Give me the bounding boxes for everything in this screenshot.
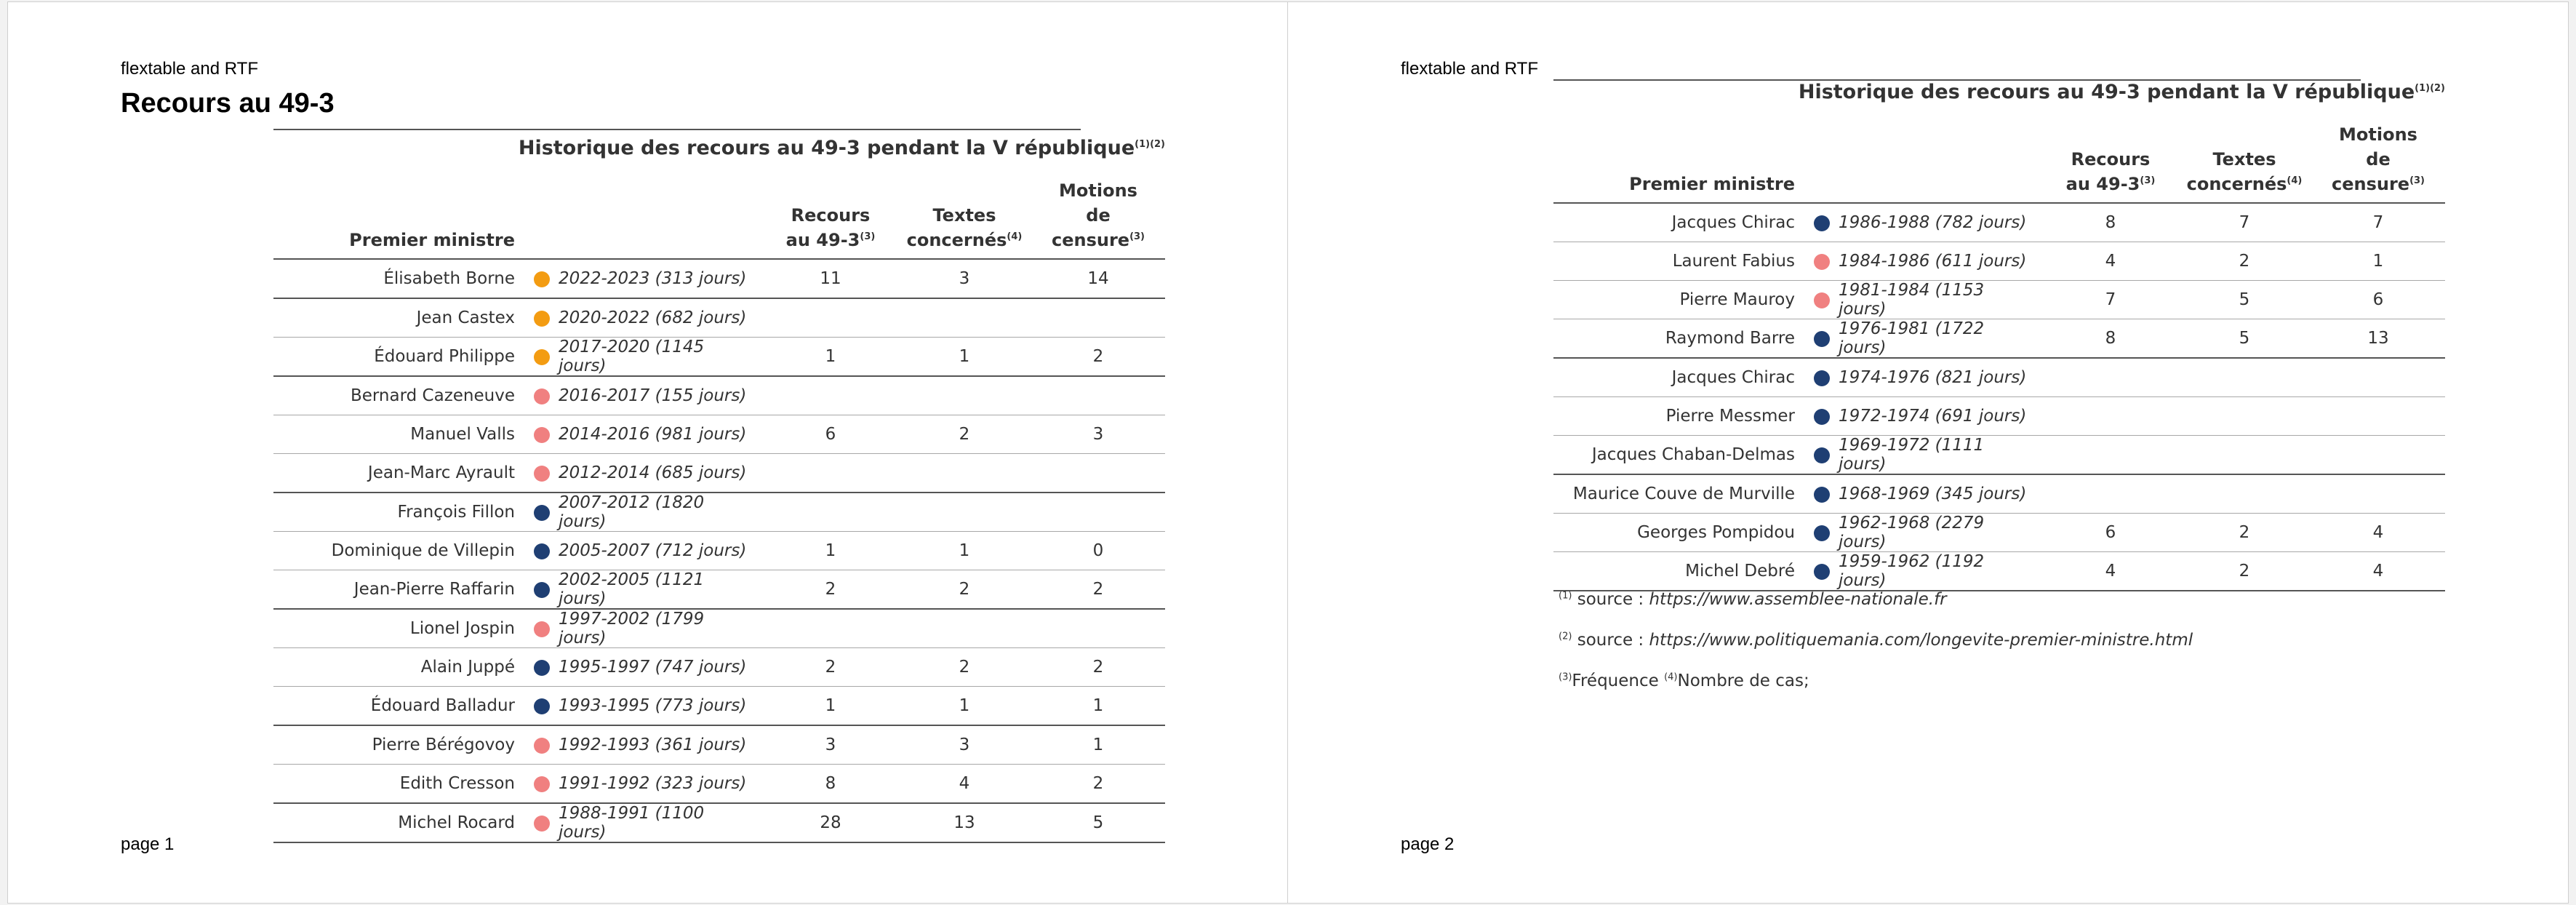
- party-color-dot: [1814, 447, 1830, 463]
- table-row: [273, 648, 1165, 687]
- textes-count: [897, 376, 1031, 415]
- textes-count: 2: [897, 415, 1031, 454]
- textes-count: 7: [2177, 203, 2311, 242]
- table-row: [273, 338, 1165, 377]
- pm-name: Pierre Mauroy: [1553, 281, 1804, 319]
- party-dot: [524, 298, 554, 338]
- recours-table-continued: [1553, 81, 2445, 591]
- mandate-period: 2005-2007 (712 jours): [554, 532, 764, 570]
- motions-count: [1031, 376, 1165, 415]
- pm-name: Jean-Marc Ayrault: [273, 454, 524, 493]
- motions-count: 2: [1031, 570, 1165, 610]
- party-dot: [524, 532, 554, 570]
- pm-name: Michel Debré: [1553, 552, 1804, 591]
- mandate-period: 2022-2023 (313 jours): [554, 259, 764, 298]
- table-body-page-2: [1553, 203, 2445, 591]
- textes-count: 13: [897, 803, 1031, 842]
- recours-count: [764, 609, 897, 648]
- table-row: [1553, 242, 2445, 281]
- party-dot: [524, 609, 554, 648]
- recours-count: 28: [764, 803, 897, 842]
- mandate-period: 1984-1986 (611 jours): [1834, 242, 2044, 281]
- party-color-dot: [1814, 292, 1830, 308]
- mandate-period: 1972-1974 (691 jours): [1834, 397, 2044, 436]
- party-dot: [524, 259, 554, 298]
- party-color-dot: [534, 543, 550, 559]
- header-textes: Textes concernés$^{(4)}$: [897, 172, 1031, 259]
- party-dot: [1804, 436, 1834, 475]
- recours-count: [764, 376, 897, 415]
- party-dot: [524, 415, 554, 454]
- footnote-2: $^{(2)}$ source : https://www.politiquemania.com/longevite-premier-ministre.html: [1559, 631, 2193, 650]
- party-dot: [1804, 514, 1834, 552]
- recours-count: 8: [2044, 203, 2177, 242]
- document-title: Recours au 49-3: [121, 88, 335, 119]
- table-row: [273, 570, 1165, 610]
- table-row: [273, 259, 1165, 298]
- textes-count: [897, 493, 1031, 532]
- mandate-period: 1995-1997 (747 jours): [554, 648, 764, 687]
- motions-count: 0: [1031, 532, 1165, 570]
- party-color-dot: [534, 427, 550, 443]
- recours-count: [2044, 358, 2177, 397]
- motions-count: 3: [1031, 415, 1165, 454]
- party-dot: [1804, 358, 1834, 397]
- mandate-period: 1988-1991 (1100 jours): [554, 803, 764, 842]
- motions-count: 2: [1031, 765, 1165, 804]
- pm-name: Lionel Jospin: [273, 609, 524, 648]
- pm-name: Georges Pompidou: [1553, 514, 1804, 552]
- textes-count: 1: [897, 687, 1031, 726]
- recours-count: 4: [2044, 552, 2177, 591]
- header-textes: Textes concernés$^{(4)}$: [2177, 116, 2311, 203]
- pm-name: Jean Castex: [273, 298, 524, 338]
- mandate-period: 1959-1962 (1192 jours): [1834, 552, 2044, 591]
- party-dot: [1804, 319, 1834, 359]
- motions-count: 14: [1031, 259, 1165, 298]
- motions-count: [1031, 609, 1165, 648]
- mandate-period: 2014-2016 (981 jours): [554, 415, 764, 454]
- party-dot: [524, 725, 554, 765]
- table-row: [1553, 514, 2445, 552]
- recours-count: 4: [2044, 242, 2177, 281]
- mandate-period: 2020-2022 (682 jours): [554, 298, 764, 338]
- recours-count: [2044, 436, 2177, 475]
- textes-count: 2: [2177, 552, 2311, 591]
- textes-count: 5: [2177, 319, 2311, 359]
- party-dot: [524, 338, 554, 377]
- pm-name: Laurent Fabius: [1553, 242, 1804, 281]
- pm-name: Michel Rocard: [273, 803, 524, 842]
- recours-count: [764, 454, 897, 493]
- party-dot: [1804, 552, 1834, 591]
- textes-count: 3: [897, 725, 1031, 765]
- header-premier-ministre: Premier ministre: [1553, 116, 1804, 203]
- party-dot: [524, 493, 554, 532]
- textes-count: [897, 454, 1031, 493]
- mandate-period: 1974-1976 (821 jours): [1834, 358, 2044, 397]
- motions-count: 1: [2311, 242, 2445, 281]
- pm-name: Alain Juppé: [273, 648, 524, 687]
- motions-count: [1031, 298, 1165, 338]
- textes-count: 3: [897, 259, 1031, 298]
- pm-name: Édouard Balladur: [273, 687, 524, 726]
- party-color-dot: [1814, 215, 1830, 231]
- page-1: [7, 1, 1289, 904]
- motions-count: [2311, 474, 2445, 514]
- table-top-rule: [273, 129, 1081, 130]
- recours-table: [273, 137, 1165, 843]
- mandate-period: 2016-2017 (155 jours): [554, 376, 764, 415]
- party-color-dot: [1814, 331, 1830, 347]
- party-color-dot: [534, 621, 550, 637]
- recours-count: 8: [764, 765, 897, 804]
- motions-count: [2311, 436, 2445, 475]
- party-dot: [524, 803, 554, 842]
- table-row: [273, 454, 1165, 493]
- page-number: page 2: [1401, 834, 1455, 854]
- mandate-period: 2002-2005 (1121 jours): [554, 570, 764, 610]
- mandate-period: 2007-2012 (1820 jours): [554, 493, 764, 532]
- party-color-dot: [534, 349, 550, 365]
- party-color-dot: [534, 738, 550, 754]
- pm-name: Pierre Bérégovoy: [273, 725, 524, 765]
- motions-count: 1: [1031, 725, 1165, 765]
- party-color-dot: [534, 776, 550, 792]
- table-row: [273, 609, 1165, 648]
- party-dot: [1804, 203, 1834, 242]
- footnote-3: $^{(3)}$Fréquence $^{(4)}$Nombre de cas;: [1559, 671, 1809, 690]
- page-2: [1287, 1, 2569, 904]
- mandate-period: 1997-2002 (1799 jours): [554, 609, 764, 648]
- motions-count: 1: [1031, 687, 1165, 726]
- footnotes: [1559, 590, 2193, 712]
- party-dot: [524, 765, 554, 804]
- party-dot: [524, 376, 554, 415]
- motions-count: 7: [2311, 203, 2445, 242]
- motions-count: 13: [2311, 319, 2445, 359]
- page-number: page 1: [121, 834, 175, 854]
- table-title: Historique des recours au 49-3 pendant la V république$^{(1)(2)}$: [1798, 81, 2445, 103]
- recours-count: 1: [764, 687, 897, 726]
- recours-count: 2: [764, 570, 897, 610]
- recours-count: 7: [2044, 281, 2177, 319]
- pm-name: Jacques Chaban-Delmas: [1553, 436, 1804, 475]
- pm-name: Élisabeth Borne: [273, 259, 524, 298]
- table-row: [273, 803, 1165, 842]
- table-row: [1553, 358, 2445, 397]
- table-row: [273, 725, 1165, 765]
- pm-name: Édouard Philippe: [273, 338, 524, 377]
- header-recours: Recours au 49-3$^{(3)}$: [764, 172, 897, 259]
- mandate-period: 1962-1968 (2279 jours): [1834, 514, 2044, 552]
- pm-name: Maurice Couve de Murville: [1553, 474, 1804, 514]
- motions-count: [2311, 397, 2445, 436]
- mandate-period: 1981-1984 (1153 jours): [1834, 281, 2044, 319]
- motions-count: 2: [1031, 338, 1165, 377]
- header-motions: Motions de censure$^{(3)}$: [2311, 116, 2445, 203]
- header-motions: Motions de censure$^{(3)}$: [1031, 172, 1165, 259]
- pm-name: Jacques Chirac: [1553, 203, 1804, 242]
- motions-count: [2311, 358, 2445, 397]
- recours-count: 2: [764, 648, 897, 687]
- recours-count: 1: [764, 532, 897, 570]
- recours-count: 8: [2044, 319, 2177, 359]
- party-color-dot: [534, 816, 550, 832]
- textes-count: 4: [897, 765, 1031, 804]
- table-row: [273, 493, 1165, 532]
- mandate-period: 1986-1988 (782 jours): [1834, 203, 2044, 242]
- table-row: [273, 298, 1165, 338]
- table-row: [1553, 436, 2445, 475]
- motions-count: [1031, 493, 1165, 532]
- pm-name: Edith Cresson: [273, 765, 524, 804]
- recours-count: [764, 493, 897, 532]
- recours-count: 11: [764, 259, 897, 298]
- recours-count: [2044, 397, 2177, 436]
- party-dot: [524, 687, 554, 726]
- motions-count: 5: [1031, 803, 1165, 842]
- mandate-period: 2012-2014 (685 jours): [554, 454, 764, 493]
- party-dot: [1804, 281, 1834, 319]
- party-color-dot: [534, 466, 550, 482]
- pm-name: Manuel Valls: [273, 415, 524, 454]
- header-recours: Recours au 49-3$^{(3)}$: [2044, 116, 2177, 203]
- table-row: [1553, 397, 2445, 436]
- recours-count: 6: [764, 415, 897, 454]
- table-row: [1553, 474, 2445, 514]
- mandate-period: 1993-1995 (773 jours): [554, 687, 764, 726]
- table-row: [273, 532, 1165, 570]
- party-color-dot: [534, 271, 550, 287]
- table-row: [273, 765, 1165, 804]
- mandate-period: 1992-1993 (361 jours): [554, 725, 764, 765]
- textes-count: [897, 298, 1031, 338]
- party-color-dot: [534, 582, 550, 598]
- motions-count: 6: [2311, 281, 2445, 319]
- table-row: [1553, 319, 2445, 359]
- header-label: flextable and RTF: [121, 59, 258, 79]
- party-color-dot: [1814, 409, 1830, 425]
- recours-count: 6: [2044, 514, 2177, 552]
- motions-count: [1031, 454, 1165, 493]
- textes-count: [2177, 397, 2311, 436]
- party-dot: [524, 570, 554, 610]
- party-color-dot: [534, 698, 550, 714]
- party-dot: [524, 454, 554, 493]
- pm-name: Bernard Cazeneuve: [273, 376, 524, 415]
- motions-count: 2: [1031, 648, 1165, 687]
- textes-count: 2: [2177, 514, 2311, 552]
- party-dot: [524, 648, 554, 687]
- table-title: Historique des recours au 49-3 pendant la V république$^{(1)(2)}$: [518, 137, 1165, 159]
- pm-name: Jacques Chirac: [1553, 358, 1804, 397]
- textes-count: [2177, 358, 2311, 397]
- party-color-dot: [534, 505, 550, 521]
- table-row: [273, 376, 1165, 415]
- textes-count: [2177, 474, 2311, 514]
- party-dot: [1804, 397, 1834, 436]
- textes-count: 2: [897, 648, 1031, 687]
- party-dot: [1804, 474, 1834, 514]
- pm-name: Jean-Pierre Raffarin: [273, 570, 524, 610]
- recours-count: [764, 298, 897, 338]
- textes-count: 5: [2177, 281, 2311, 319]
- textes-count: 2: [2177, 242, 2311, 281]
- party-color-dot: [1814, 487, 1830, 503]
- party-color-dot: [534, 388, 550, 404]
- party-color-dot: [1814, 564, 1830, 580]
- textes-count: 1: [897, 338, 1031, 377]
- mandate-period: 1968-1969 (345 jours): [1834, 474, 2044, 514]
- mandate-period: 2017-2020 (1145 jours): [554, 338, 764, 377]
- mandate-period: 1991-1992 (323 jours): [554, 765, 764, 804]
- motions-count: 4: [2311, 514, 2445, 552]
- textes-count: [2177, 436, 2311, 475]
- header-premier-ministre: Premier ministre: [273, 172, 524, 259]
- party-color-dot: [1814, 254, 1830, 270]
- motions-count: 4: [2311, 552, 2445, 591]
- textes-count: 1: [897, 532, 1031, 570]
- recours-count: [2044, 474, 2177, 514]
- recours-count: 3: [764, 725, 897, 765]
- table-body-page-1: [273, 259, 1165, 842]
- textes-count: [897, 609, 1031, 648]
- party-color-dot: [534, 660, 550, 676]
- pm-name: François Fillon: [273, 493, 524, 532]
- recours-count: 1: [764, 338, 897, 377]
- pm-name: Raymond Barre: [1553, 319, 1804, 359]
- table-row: [273, 687, 1165, 726]
- mandate-period: 1969-1972 (1111 jours): [1834, 436, 2044, 475]
- table-row: [1553, 552, 2445, 591]
- mandate-period: 1976-1981 (1722 jours): [1834, 319, 2044, 359]
- table-row: [1553, 281, 2445, 319]
- table-row: [273, 415, 1165, 454]
- footnote-1: $^{(1)}$ source : https://www.assemblee-nationale.fr: [1559, 590, 1947, 609]
- party-color-dot: [1814, 525, 1830, 541]
- textes-count: 2: [897, 570, 1031, 610]
- pm-name: Dominique de Villepin: [273, 532, 524, 570]
- pm-name: Pierre Messmer: [1553, 397, 1804, 436]
- party-dot: [1804, 242, 1834, 281]
- party-color-dot: [1814, 370, 1830, 386]
- table-row: [1553, 203, 2445, 242]
- header-label: flextable and RTF: [1401, 59, 1538, 79]
- party-color-dot: [534, 311, 550, 327]
